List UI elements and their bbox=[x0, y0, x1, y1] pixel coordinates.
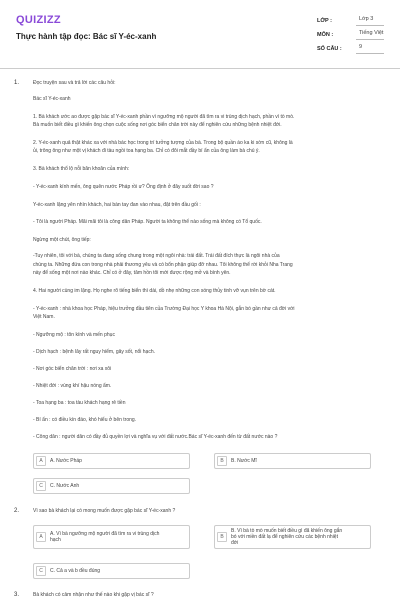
meta-grade-row bbox=[317, 14, 384, 28]
option-text-line-1: A. Vì bà ngưỡng mộ người đã tìm ra vi trùng dịch bbox=[50, 531, 160, 537]
story-p9: 4. Hai người cùng im lặng. Họ nghe rõ tiếng biển thì dài, dồ nhẹ những con sóng thủy tinh vỡ vụn trên bờ cát. bbox=[33, 288, 276, 294]
story-p3: 3. Bà khách thổ lộ nỗi băn khoăn của mình: bbox=[33, 166, 130, 172]
glossary-bi-an: - Bí ẩn : có điều kín đáo, khó hiểu ở bên trong. bbox=[33, 417, 137, 423]
question-3-number: 3. bbox=[14, 592, 20, 598]
question-2-number: 2. bbox=[14, 508, 20, 514]
option-letter: B bbox=[217, 532, 227, 542]
question-3-prompt: Bà khách có cảm nhận như thế nào khi gặp vị bác sĩ ? bbox=[33, 592, 154, 598]
story-p5: Y-éc-xanh lặng yên nhìn khách, hai bàn tay đan vào nhau, đặt trên đầu gối : bbox=[33, 202, 201, 208]
story-p4: - Y-éc-xanh kính mến, ông quên nước Pháp rồi ư? Ông định ở đây suốt đời sao ? bbox=[33, 184, 214, 190]
option-letter: B bbox=[217, 456, 227, 466]
option-letter: A bbox=[36, 456, 46, 466]
story-p2b: ủi, trông ông như một vị khách đi tàu ngồi toa hạng ba. Chỉ có đôi mắt đầy bí ẩn của ông làm bà chú ý. bbox=[33, 148, 260, 154]
story-p7: Ngừng một chút, ông tiếp: bbox=[33, 237, 91, 243]
option-letter: C bbox=[36, 566, 46, 576]
glossary-nhiet-doi: - Nhiệt đới : vùng khí hậu nóng ẩm. bbox=[33, 383, 112, 389]
meta-subject-row bbox=[317, 28, 384, 42]
option-text bbox=[50, 531, 159, 543]
q2-option-c[interactable] bbox=[33, 563, 190, 579]
meta-grade-value: Lớp 3 bbox=[356, 16, 384, 26]
option-text-line-2: hạch bbox=[50, 537, 61, 543]
story-p8a: -Tuy nhiên, tôi với bà, chúng ta đang sống chung trong một ngôi nhà: trái đất. Trái đất đích thực là ngôi nhà của bbox=[33, 253, 280, 259]
question-1-number: 1. bbox=[14, 80, 20, 86]
story-title: Bác sĩ Y-éc-xanh bbox=[33, 96, 71, 102]
option-letter: C bbox=[36, 481, 46, 491]
meta-subject-value: Tiếng Việt bbox=[356, 30, 384, 40]
option-text: B. Nước Mĩ bbox=[231, 458, 257, 464]
option-text: C. Nước Anh bbox=[50, 483, 80, 489]
option-text: A. Nước Pháp bbox=[50, 458, 82, 464]
meta-grade-label: LỚP : bbox=[317, 18, 332, 24]
q1-option-c[interactable] bbox=[33, 478, 190, 494]
meta-count-row bbox=[317, 42, 384, 56]
option-text-line-1: B. Vì bà tò mò muốn biết điều gì đã khiến ông gắn bbox=[231, 528, 343, 534]
meta-subject-label: MÔN : bbox=[317, 32, 334, 38]
q2-option-b[interactable] bbox=[214, 525, 371, 549]
glossary-cong-dan: - Công dân : người dân có đầy đủ quyền lợi và nghĩa vụ với đất nước.Bác sĩ Y-éc-xanh đến từ đất nước nào ? bbox=[33, 434, 278, 440]
header-divider bbox=[0, 68, 400, 69]
question-2-prompt: Vì sao bà khách lại có mong muốn được gặp bác sĩ Y-éc-xanh ? bbox=[33, 508, 176, 514]
option-text: C. Cả a và b đều đúng bbox=[50, 568, 101, 574]
glossary-nguong-mo: - Ngưỡng mộ : tôn kính và mến phục bbox=[33, 332, 115, 338]
option-text bbox=[231, 528, 342, 546]
story-p2a: 2. Y-éc-xanh quả thật khác xa với nhà bác học trong trí tưởng tượng của bà. Trong bộ quần áo ka ki sờn cũ, không là bbox=[33, 140, 293, 146]
option-text-line-2: bó với miền đất lạ để nghiên cứu các bệnh nhiệt bbox=[231, 534, 338, 540]
question-1-prompt: Đọc truyện sau và trả lời các câu hỏi: bbox=[33, 80, 116, 86]
meta-count-label: SỐ CÂU : bbox=[317, 46, 342, 52]
story-p8b: chúng ta. Những đứa con trong nhà phải thương yêu và có bổn phận giúp đỡ nhau. Tôi không thể rời khỏi Nha Trang bbox=[33, 262, 293, 268]
worksheet-meta bbox=[317, 14, 384, 56]
quizizz-logo: QUIZIZZ bbox=[16, 14, 61, 26]
story-p6: - Tôi là người Pháp. Mãi mãi tôi là công dân Pháp. Người ta không thể nào sống mà không có Tổ quốc. bbox=[33, 219, 262, 225]
option-text-line-3: đới bbox=[231, 540, 239, 546]
worksheet-title: Thực hành tập đọc: Bác sĩ Y-éc-xanh bbox=[16, 32, 157, 41]
meta-count-value: 9 bbox=[356, 44, 384, 54]
q2-option-a[interactable] bbox=[33, 525, 190, 549]
q1-option-a[interactable] bbox=[33, 453, 190, 469]
story-p10a: - Y-éc-xanh : nhà khoa học Pháp, hiệu trưởng đầu tiên của Trường Đại học Y khoa Hà Nội, gắn bó gần như cả đời với bbox=[33, 306, 295, 312]
story-p1a: 1. Bà khách ước ao được gặp bác sĩ Y-éc-xanh phần vì ngưỡng mộ người đã tìm ra vi trùng dịch hạch, phần vì tò mò. bbox=[33, 114, 295, 120]
glossary-goc-bien: - Nơi góc biển chân trời : nơi xa xôi bbox=[33, 366, 112, 372]
glossary-toa-hang-ba: - Toa hạng ba : toa tàu khách hạng rẻ tiền bbox=[33, 400, 126, 406]
story-p10b: Việt Nam. bbox=[33, 314, 55, 320]
story-p8c: này để sống một nơi nào khác. Chỉ có ở đây, tâm hồn tôi mới được rộng mở và bình yên. bbox=[33, 270, 231, 276]
option-letter: A bbox=[36, 532, 46, 542]
glossary-dich-hach: - Dịch hạch : bệnh lây rất nguy hiểm, gây sốt, nổi hạch. bbox=[33, 349, 156, 355]
story-p1b: Bà muốn biết điều gì khiến ông chọn cuộc sống nơi góc biển chân trời này để nghiên cứu những bệnh nhiệt đới. bbox=[33, 122, 282, 128]
q1-option-b[interactable] bbox=[214, 453, 371, 469]
